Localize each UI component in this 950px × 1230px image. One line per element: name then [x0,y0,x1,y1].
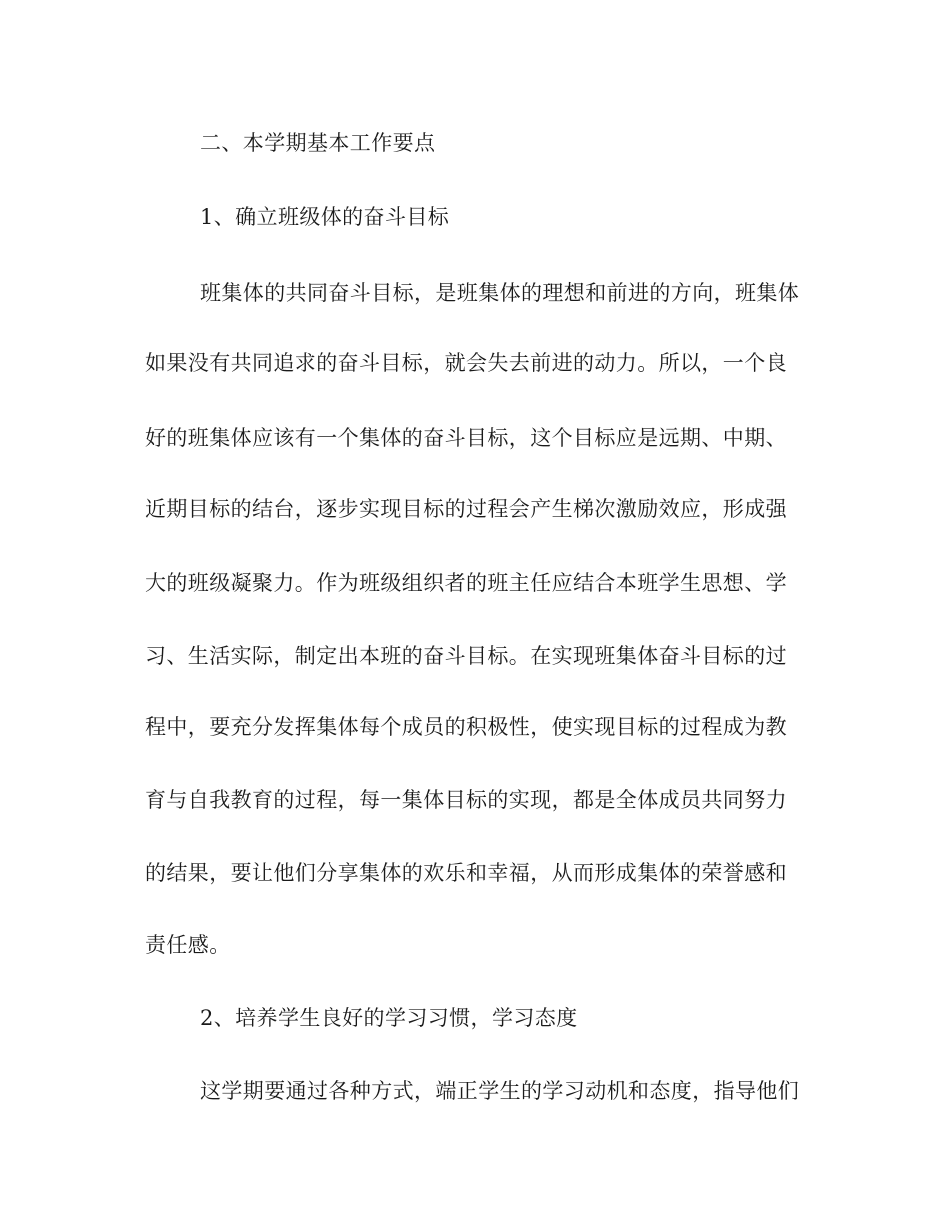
subsection-heading-1: 1、确立班级体的奋斗目标 [200,205,450,229]
paragraph-line: 责任感。 [145,933,231,957]
paragraph-line: 班集体的共同奋斗目标，是班集体的理想和前进的方向，班集体 [200,281,800,305]
paragraph-line: 近期目标的结台，逐步实现目标的过程会产生梯次激励效应，形成强 [145,497,787,521]
paragraph-line: 大的班级凝聚力。作为班级组织者的班主任应结合本班学生思想、学 [145,571,787,595]
paragraph-line: 如果没有共同追求的奋斗目标，就会失去前进的动力。所以，一个良 [145,351,787,375]
paragraph-line: 习、生活实际，制定出本班的奋斗目标。在实现班集体奋斗目标的过 [145,644,787,668]
section-heading: 二、本学期基本工作要点 [200,131,436,155]
subsection-heading-2: 2、培养学生良好的学习习惯，学习态度 [200,1006,578,1030]
paragraph-line: 程中，要充分发挥集体每个成员的积极性，使实现目标的过程成为教 [145,715,787,739]
paragraph-line: 育与自我教育的过程，每一集体目标的实现，都是全体成员共同努力 [145,788,787,812]
paragraph-line: 好的班集体应该有一个集体的奋斗目标，这个目标应是远期、中期、 [145,426,787,450]
paragraph-line: 这学期要通过各种方式，端正学生的学习动机和态度，指导他们 [200,1079,800,1103]
paragraph-line: 的结果，要让他们分享集体的欢乐和幸福，从而形成集体的荣誉感和 [145,861,787,885]
